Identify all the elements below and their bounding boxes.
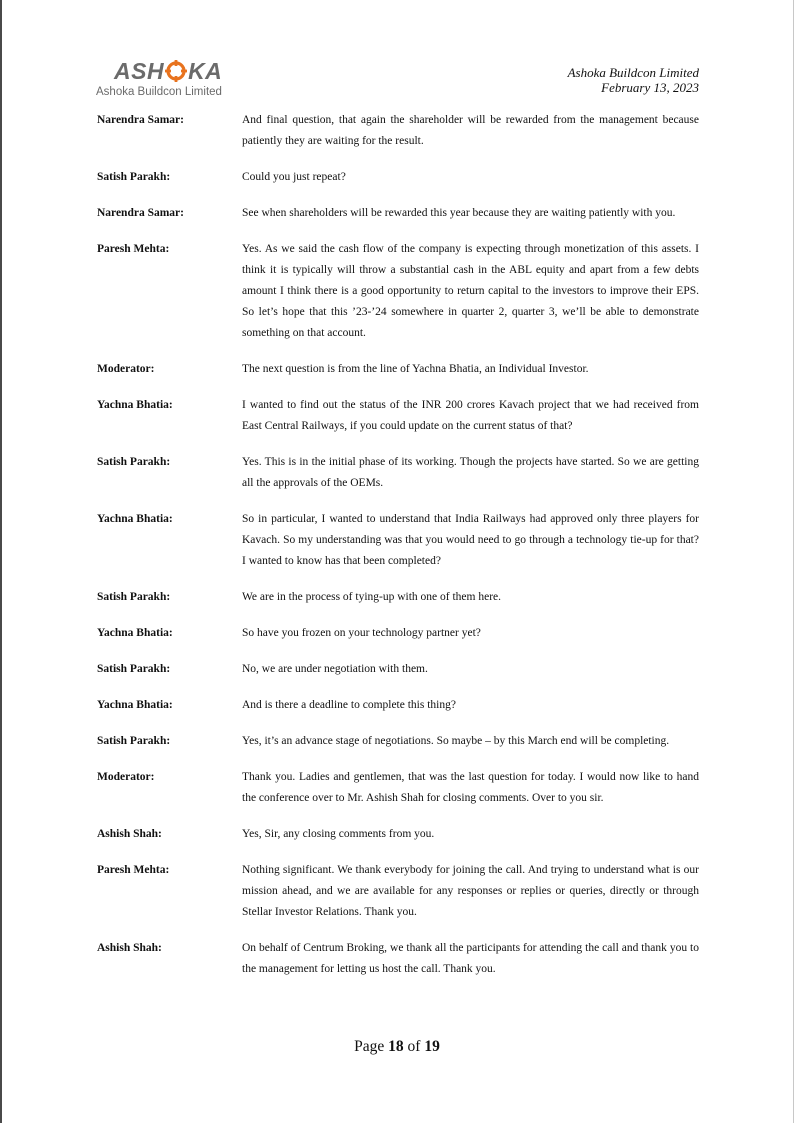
- speaker-text: And final question, that again the shareholder will be rewarded from the management because patiently they are waiting for the result.: [242, 114, 699, 147]
- speaker-name: Yachna Bhatia:: [97, 627, 173, 639]
- header-date: February 13, 2023: [601, 80, 699, 95]
- logo-o-mark-icon: [165, 60, 187, 82]
- footer-page-word: Page: [354, 1038, 385, 1055]
- transcript-entry: [97, 659, 699, 680]
- logo-text-left: ASH: [114, 58, 165, 84]
- speaker-name: Satish Parakh:: [97, 456, 171, 468]
- transcript-entry: [97, 767, 699, 809]
- transcript-entry: [97, 110, 699, 152]
- transcript-entry: [97, 167, 699, 188]
- speaker-name: Narendra Samar:: [97, 114, 184, 126]
- transcript-entry: [97, 509, 699, 572]
- speaker-text: Could you just repeat?: [242, 171, 346, 183]
- transcript-entry: [97, 587, 699, 608]
- speaker-name: Yachna Bhatia:: [97, 699, 173, 711]
- speaker-name: Yachna Bhatia:: [97, 513, 173, 525]
- footer-of-word: of: [407, 1038, 421, 1055]
- header-company: Ashoka Buildcon Limited: [567, 65, 699, 80]
- header-meta: [568, 65, 699, 95]
- transcript-entry: [97, 359, 699, 380]
- transcript-entry: [97, 623, 699, 644]
- footer-page-total: 19: [424, 1038, 440, 1055]
- speaker-text: Nothing significant. We thank everybody for joining the call. And trying to understand what is our mission ahead, and we are available for any responses or replies or queries, directly or through Stellar Investor Relations. Thank you.: [242, 864, 699, 918]
- speaker-text: Thank you. Ladies and gentlemen, that was the last question for today. I would now like to hand the conference over to Mr. Ashish Shah for closing comments. Over to you sir.: [242, 771, 699, 804]
- speaker-text: So in particular, I wanted to understand that India Railways had approved only three players for Kavach. So my understanding was that you would need to go through a technology tie-up for that? I wanted to know has that been completed?: [242, 513, 699, 567]
- speaker-name: Satish Parakh:: [97, 663, 171, 675]
- speaker-name: Paresh Mehta:: [97, 243, 170, 255]
- speaker-name: Paresh Mehta:: [97, 864, 170, 876]
- speaker-name: Satish Parakh:: [97, 171, 171, 183]
- speaker-name: Ashish Shah:: [97, 942, 162, 954]
- speaker-text: And is there a deadline to complete this thing?: [242, 699, 456, 711]
- transcript-entry: [97, 695, 699, 716]
- footer-page-current: 18: [388, 1038, 404, 1055]
- company-logo: [96, 58, 236, 98]
- speaker-text: Yes. As we said the cash flow of the company is expecting through monetization of this assets. I think it is typically will throw a substantial cash in the ABL equity and apart from a few debts amount I think there is a good opportunity to return capital to the investors to improve their EPS. So let’s hope that this ’23-’24 somewhere in quarter 2, quarter 3, we’ll be able to demonstrate something on that account.: [242, 243, 699, 339]
- speaker-text: On behalf of Centrum Broking, we thank all the participants for attending the call and thank you to the management for letting us host the call. Thank you.: [242, 942, 699, 975]
- transcript-entry: [97, 938, 699, 980]
- transcript-entry: [97, 452, 699, 494]
- speaker-text: Yes. This is in the initial phase of its working. Though the projects have started. So we are getting all the approvals of the OEMs.: [242, 456, 699, 489]
- speaker-text: We are in the process of tying-up with one of them here.: [242, 591, 502, 603]
- speaker-text: The next question is from the line of Yachna Bhatia, an Individual Investor.: [242, 363, 589, 375]
- speaker-name: Narendra Samar:: [97, 207, 184, 219]
- speaker-name: Moderator:: [97, 363, 155, 375]
- transcript-entry: [97, 395, 699, 437]
- page-left-border: [0, 0, 2, 1123]
- logo-subtitle: Ashoka Buildcon Limited: [96, 86, 222, 98]
- speaker-name: Moderator:: [97, 771, 155, 783]
- speaker-text: No, we are under negotiation with them.: [242, 663, 428, 675]
- speaker-name: Satish Parakh:: [97, 591, 171, 603]
- speaker-text: See when shareholders will be rewarded this year because they are waiting patiently with you.: [242, 207, 676, 219]
- speaker-name: Ashish Shah:: [97, 828, 162, 840]
- speaker-name: Yachna Bhatia:: [97, 399, 173, 411]
- transcript: [97, 110, 699, 995]
- logo-text-right: KA: [188, 58, 223, 84]
- transcript-entry: [97, 203, 699, 224]
- transcript-entry: [97, 731, 699, 752]
- page-footer: [0, 1038, 794, 1056]
- speaker-text: So have you frozen on your technology partner yet?: [242, 627, 481, 639]
- speaker-text: I wanted to find out the status of the INR 200 crores Kavach project that we had received from East Central Railways, if you could update on the current status of that?: [242, 399, 699, 432]
- speaker-name: Satish Parakh:: [97, 735, 171, 747]
- transcript-entry: [97, 239, 699, 344]
- logo-wordmark: [114, 58, 236, 84]
- speaker-text: Yes, Sir, any closing comments from you.: [242, 828, 435, 840]
- transcript-entry: [97, 824, 699, 845]
- transcript-entry: [97, 860, 699, 923]
- speaker-text: Yes, it’s an advance stage of negotiations. So maybe – by this March end will be completing.: [242, 735, 670, 747]
